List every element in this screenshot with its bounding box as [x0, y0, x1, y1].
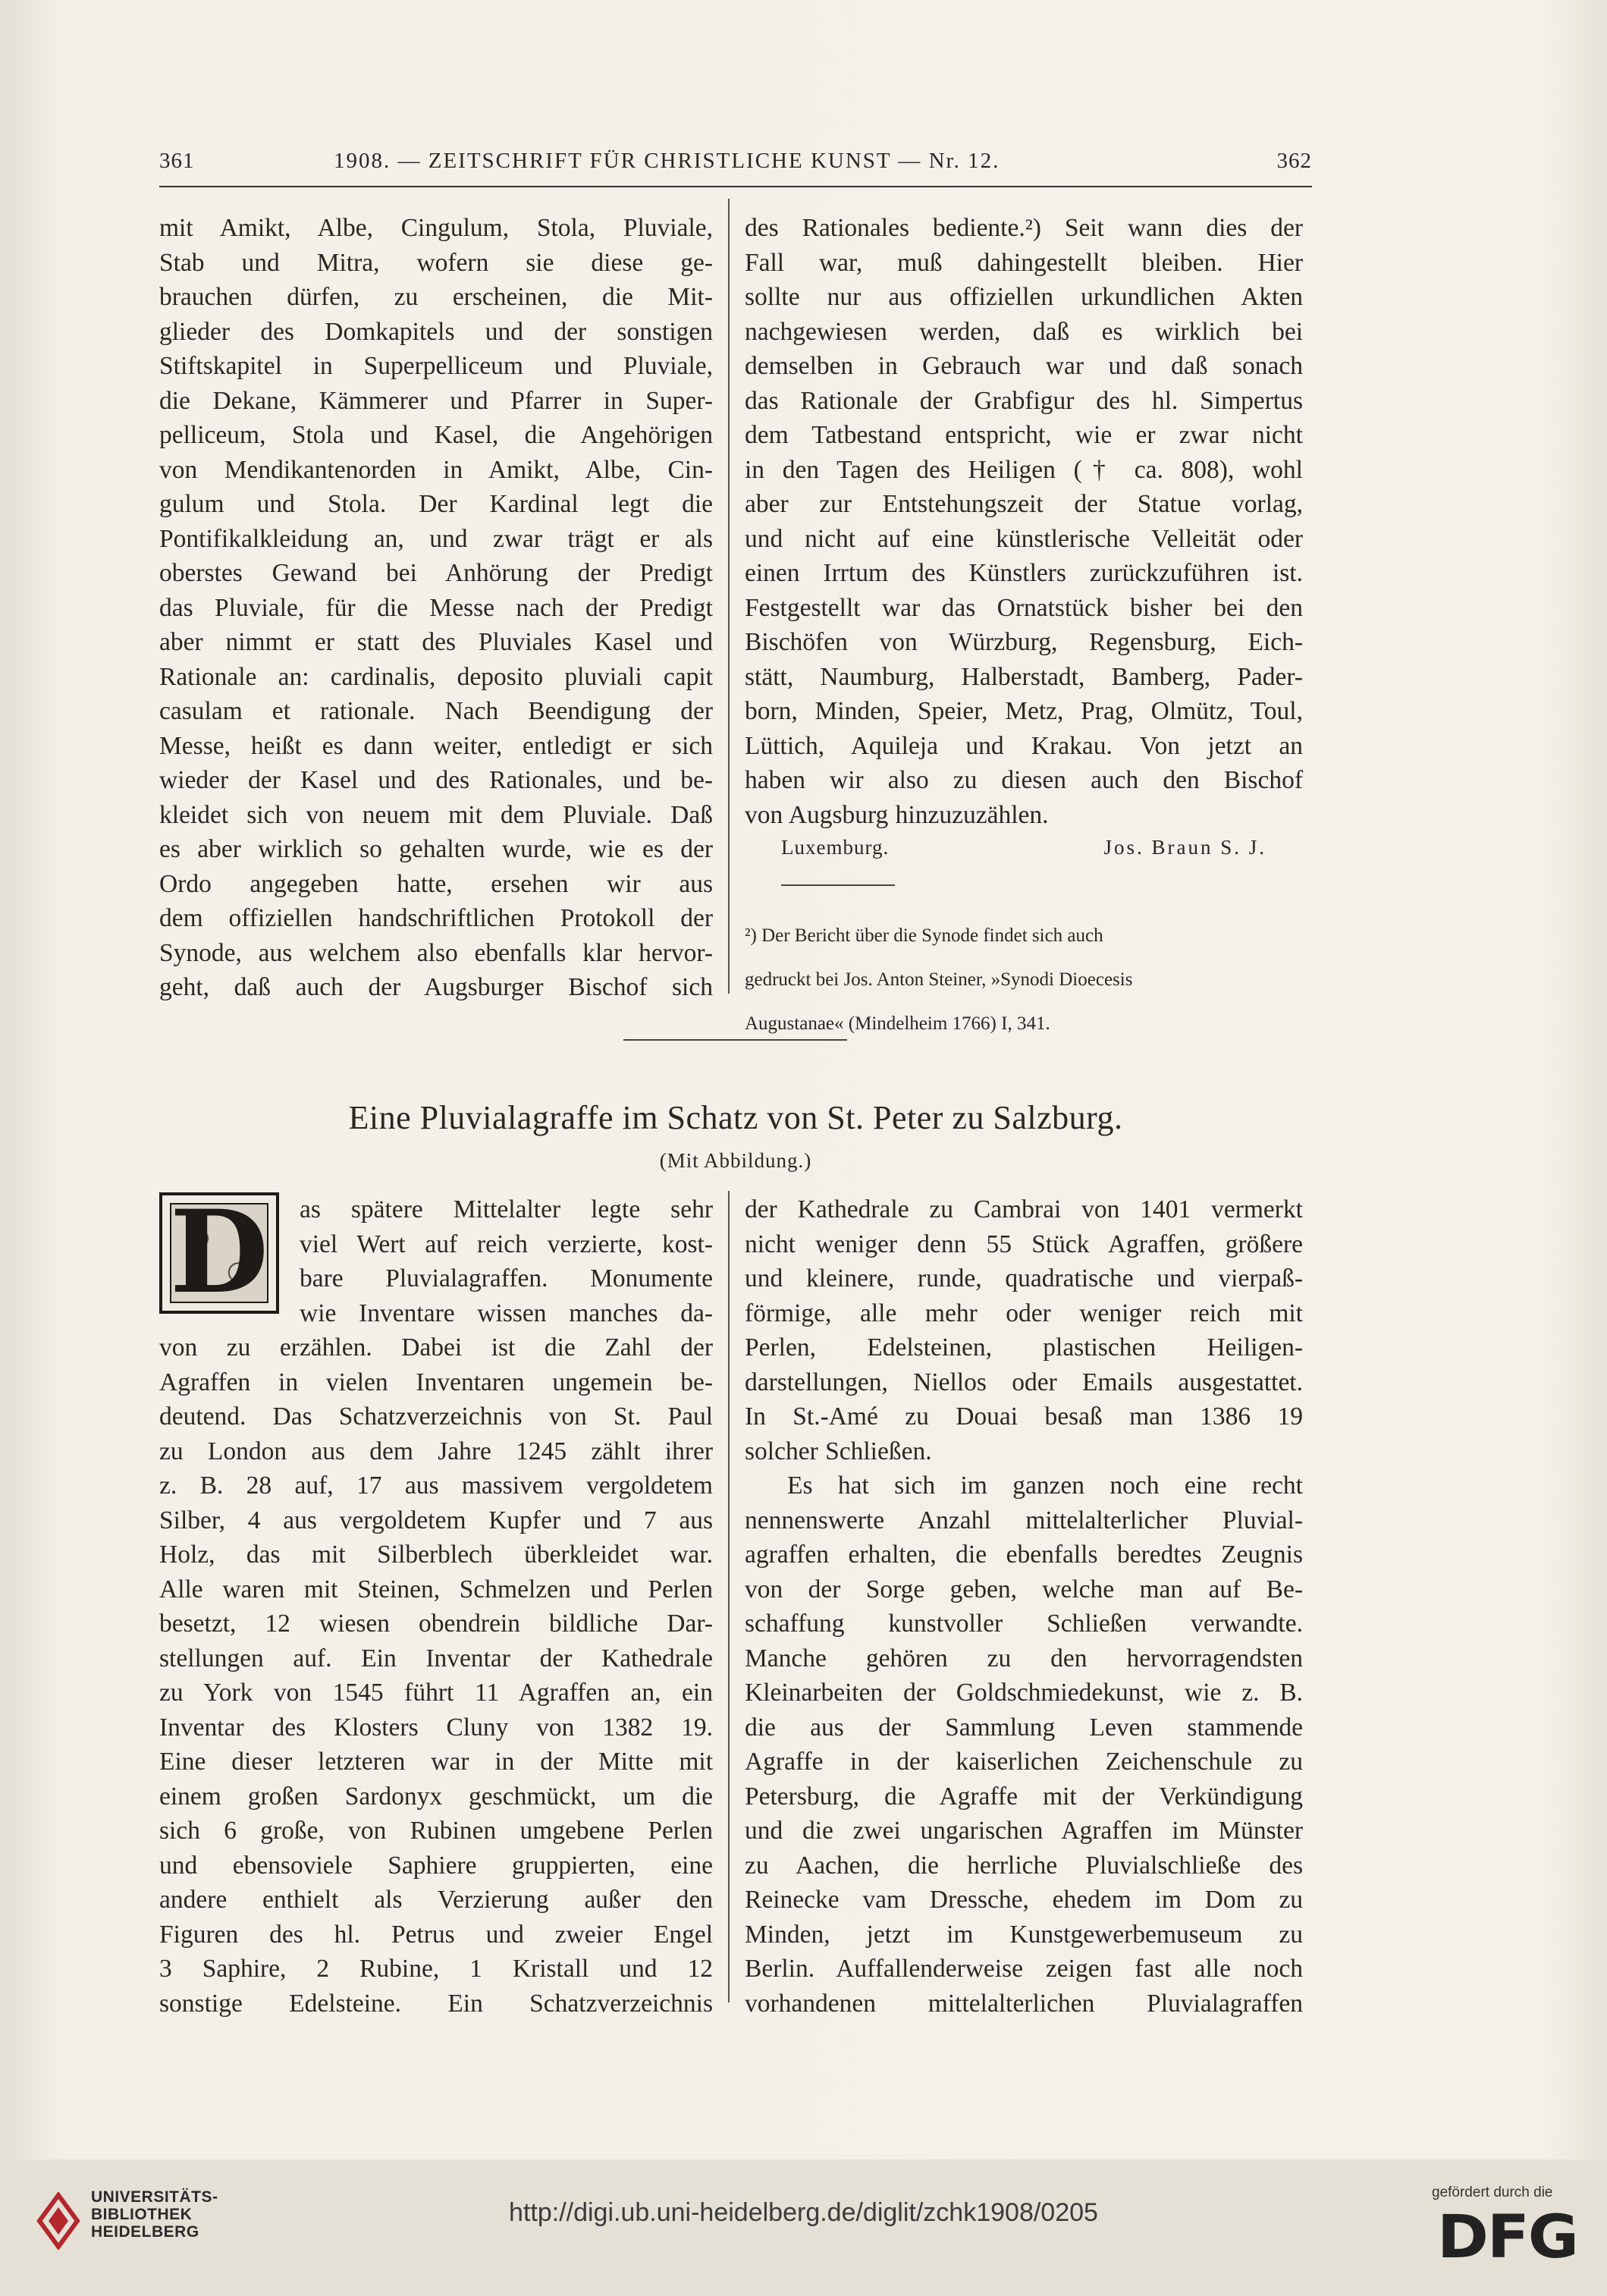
- text-line: Festgestellt war das Ornatstück bisher bei den: [745, 593, 1303, 622]
- text-line: das Pluviale, für die Messe nach der Predigt: [159, 593, 713, 622]
- text-line: Messe, heißt es dann weiter, entledigt er sich: [159, 731, 713, 760]
- running-header: [159, 149, 1312, 179]
- text-line: nicht weniger denn 55 Stück Agraffen, größere: [745, 1230, 1303, 1258]
- text-line: gedruckt bei Jos. Anton Steiner, »Synodi Dioecesis: [745, 969, 1133, 990]
- text-line: das Rationale der Grabfigur des hl. Simpertus: [745, 386, 1303, 415]
- text-line: förmige, alle mehr oder weniger reich mit: [745, 1299, 1303, 1327]
- text-line: ²) Der Bericht über die Synode findet sich auch: [745, 925, 1103, 946]
- column-bottom-left: [159, 1330, 713, 2021]
- library-name-line: BIBLIOTHEK: [91, 2206, 193, 2223]
- column-top-left: [159, 211, 713, 1005]
- text-line: 3 Saphire, 2 Rubine, 1 Kristall und 12: [159, 1955, 713, 1983]
- text-line: demselben in Gebrauch war und daß sonach: [745, 352, 1303, 380]
- text-line: Fall war, muß dahingestellt bleiben. Hier: [745, 248, 1303, 277]
- text-line: vorhandenen mittelalterlichen Pluvialagraffen: [745, 1989, 1303, 2018]
- text-line: schaffung kunstvoller Schließen verwandte.: [745, 1610, 1303, 1638]
- text-line: und nicht auf eine künstlerische Velleität oder: [745, 524, 1303, 553]
- text-line: des Rationales bediente.²) Seit wann dies der: [745, 214, 1303, 242]
- text-line: kleidet sich von neuem mit dem Pluviale. Daß: [159, 800, 713, 829]
- text-line: oberstes Gewand bei Anhörung der Predigt: [159, 559, 713, 587]
- text-line: Es hat sich im ganzen noch eine recht: [787, 1472, 1303, 1500]
- text-line: Agraffen in vielen Inventaren ungemein be-: [159, 1368, 713, 1396]
- column-bottom-right: [745, 1192, 1303, 2021]
- text-line: deutend. Das Schatzverzeichnis von St. Paul: [159, 1402, 713, 1431]
- source-url-link[interactable]: http://digi.ub.uni-heidelberg.de/diglit/zchk1908/0205: [509, 2198, 1098, 2227]
- article-title: Eine Pluvialagraffe im Schatz von St. Peter zu Salzburg.: [348, 1099, 1123, 1136]
- text-line: zu York von 1545 führt 11 Agraffen an, ein: [159, 1679, 713, 1707]
- text-line: Bischöfen von Würzburg, Regensburg, Eich-: [745, 628, 1303, 656]
- text-line: sonstige Edelsteine. Ein Schatzverzeichnis: [159, 1989, 713, 2018]
- text-line: Silber, 4 aus vergoldetem Kupfer und 7 aus: [159, 1506, 713, 1534]
- signature-place: Luxemburg.: [781, 836, 890, 859]
- text-line: stätt, Naumburg, Halberstadt, Bamberg, Pader-: [745, 662, 1303, 691]
- footer-bar: [0, 2159, 1607, 2296]
- text-line: dem offiziellen handschriftlichen Protokoll der: [159, 904, 713, 932]
- text-line: es aber wirklich so gehalten wurde, wie es der: [159, 835, 713, 863]
- column-divider-bottom: [728, 1191, 730, 2002]
- footnote-rule: [781, 884, 895, 886]
- text-line: zu London aus dem Jahre 1245 zählt ihrer: [159, 1437, 713, 1465]
- text-line: Pontifikalkleidung an, und zwar trägt er als: [159, 524, 713, 553]
- text-line: casulam et rationale. Nach Beendigung der: [159, 697, 713, 725]
- text-line: zu Aachen, die herrliche Pluvialschließe des: [745, 1851, 1303, 1880]
- text-line: andere enthielt als Verzierung außer den: [159, 1886, 713, 1914]
- page-number-right: 362: [1276, 149, 1312, 173]
- text-line: Manche gehören zu den hervorragendsten: [745, 1644, 1303, 1673]
- text-line: Eine dieser letzteren war in der Mitte mit: [159, 1748, 713, 1776]
- decorated-initial: [159, 1186, 279, 1319]
- column-divider-top: [728, 199, 730, 994]
- text-line: stellungen auf. Ein Inventar der Kathedrale: [159, 1644, 713, 1673]
- text-line: wie Inventare wissen manches da-: [300, 1299, 713, 1327]
- text-line: agraffen erhalten, die ebenfalls beredtes Zeugnis: [745, 1541, 1303, 1569]
- text-line: Alle waren mit Steinen, Schmelzen und Perlen: [159, 1575, 713, 1603]
- header-rule: [159, 186, 1312, 187]
- signature-author: Jos. Braun S. J.: [1103, 836, 1266, 859]
- text-line: Berlin. Auffallenderweise zeigen fast alle noch: [745, 1955, 1303, 1983]
- text-line: haben wir also zu diesen auch den Bischof: [745, 766, 1303, 794]
- text-line: Holz, das mit Silberblech überkleidet war.: [159, 1541, 713, 1569]
- column-top-right: [745, 211, 1303, 832]
- text-line: geht, daß auch der Augsburger Bischof sich: [159, 973, 713, 1001]
- text-line: dem Tatbestand entspricht, wie er zwar nicht: [745, 421, 1303, 449]
- text-line: Lüttich, Aquileja und Krakau. Von jetzt an: [745, 731, 1303, 760]
- text-line: Ordo angegeben hatte, ersehen wir aus: [159, 869, 713, 898]
- text-line: glieder des Domkapitels und der sonstigen: [159, 317, 713, 346]
- text-line: Petersburg, die Agraffe mit der Verkündigung: [745, 1782, 1303, 1811]
- text-line: in den Tagen des Heiligen († ca. 808), wohl: [745, 455, 1303, 484]
- column-bottom-left-dropcap: [300, 1192, 713, 1330]
- text-line: und kleinere, runde, quadratische und vierpaß-: [745, 1264, 1303, 1292]
- text-line: aber zur Entstehungszeit der Statue vorlag,: [745, 490, 1303, 518]
- text-line: Agraffe in der kaiserlichen Zeichenschule zu: [745, 1748, 1303, 1776]
- text-line: Reinecke vam Dressche, ehedem im Dom zu: [745, 1886, 1303, 1914]
- text-line: Stab und Mitra, wofern sie diese ge-: [159, 248, 713, 277]
- text-line: einem großen Sardonyx geschmückt, um die: [159, 1782, 713, 1811]
- page-number-left: 361: [159, 149, 195, 173]
- text-line: Perlen, Edelsteinen, plastischen Heiligen-: [745, 1333, 1303, 1362]
- text-line: aber nimmt er statt des Pluviales Kasel und: [159, 628, 713, 656]
- text-line: sich 6 große, von Rubinen umgebene Perlen: [159, 1817, 713, 1845]
- text-line: as spätere Mittelalter legte sehr: [300, 1195, 713, 1223]
- text-line: pelliceum, Stola und Kasel, die Angehörigen: [159, 421, 713, 449]
- text-line: von zu erzählen. Dabei ist die Zahl der: [159, 1333, 713, 1362]
- text-line: von Augsburg hinzuzuzählen.: [745, 800, 1049, 829]
- text-line: Kleinarbeiten der Goldschmiedekunst, wie z. B.: [745, 1679, 1303, 1707]
- section-divider: [623, 1039, 847, 1041]
- text-line: Synode, aus welchem also ebenfalls klar hervor-: [159, 938, 713, 967]
- text-line: die aus der Sammlung Leven stammende: [745, 1713, 1303, 1742]
- text-line: In St.-Amé zu Douai besaß man 1386 19: [745, 1402, 1303, 1431]
- text-line: bare Pluvialagraffen. Monumente: [300, 1264, 713, 1292]
- text-line: besetzt, 12 wiesen obendrein bildliche Dar-: [159, 1610, 713, 1638]
- text-line: darstellungen, Niellos oder Emails ausgestattet.: [745, 1368, 1303, 1396]
- text-line: Stiftskapitel in Superpelliceum und Pluviale,: [159, 352, 713, 380]
- text-line: viel Wert auf reich verzierte, kost-: [300, 1230, 713, 1258]
- article-subtitle: (Mit Abbildung.): [659, 1149, 812, 1172]
- text-line: von der Sorge geben, welche man auf Be-: [745, 1575, 1303, 1603]
- text-line: einen Irrtum des Künstlers zurückzuführen ist.: [745, 559, 1303, 587]
- library-name-line: UNIVERSITÄTS-: [91, 2188, 218, 2206]
- dfg-logo: DFG: [1437, 2203, 1577, 2272]
- text-line: solcher Schließen.: [745, 1437, 932, 1465]
- text-line: wieder der Kasel und des Rationales, und be-: [159, 766, 713, 794]
- initial-letter: D: [169, 1186, 269, 1319]
- text-line: nachgewiesen werden, daß es wirklich bei: [745, 317, 1303, 346]
- journal-title: 1908. — ZEITSCHRIFT FÜR CHRISTLICHE KUNST — Nr. 12.: [334, 149, 1000, 173]
- text-line: Augustanae« (Mindelheim 1766) I, 341.: [745, 1013, 1050, 1034]
- text-line: brauchen dürfen, zu erscheinen, die Mit-: [159, 283, 713, 311]
- text-line: und ebensoviele Saphiere gruppierten, eine: [159, 1851, 713, 1880]
- text-line: Minden, jetzt im Kunstgewerbemuseum zu: [745, 1920, 1303, 1949]
- text-line: born, Minden, Speier, Metz, Prag, Olmütz, Toul,: [745, 697, 1303, 725]
- text-line: die Dekane, Kämmerer und Pfarrer in Super-: [159, 386, 713, 415]
- text-line: von Mendikantenorden in Amikt, Albe, Cin-: [159, 455, 713, 484]
- text-line: sollte nur aus offiziellen urkundlichen Akten: [745, 283, 1303, 311]
- text-line: nennenswerte Anzahl mittelalterlicher Pluvial-: [745, 1506, 1303, 1534]
- text-line: Inventar des Klosters Cluny von 1382 19.: [159, 1713, 713, 1742]
- library-name-line: HEIDELBERG: [91, 2223, 199, 2241]
- footnote: [745, 904, 1303, 1055]
- funding-note: gefördert durch die: [1432, 2184, 1553, 2200]
- text-line: und die zwei ungarischen Agraffen im Münster: [745, 1817, 1303, 1845]
- text-line: Figuren des hl. Petrus und zweier Engel: [159, 1920, 713, 1949]
- text-line: mit Amikt, Albe, Cingulum, Stola, Pluviale,: [159, 214, 713, 242]
- text-line: Rationale an: cardinalis, deposito pluviali capit: [159, 662, 713, 691]
- text-line: der Kathedrale zu Cambrai von 1401 vermerkt: [745, 1195, 1303, 1223]
- text-line: gulum und Stola. Der Kardinal legt die: [159, 490, 713, 518]
- text-line: z. B. 28 auf, 17 aus massivem vergoldetem: [159, 1472, 713, 1500]
